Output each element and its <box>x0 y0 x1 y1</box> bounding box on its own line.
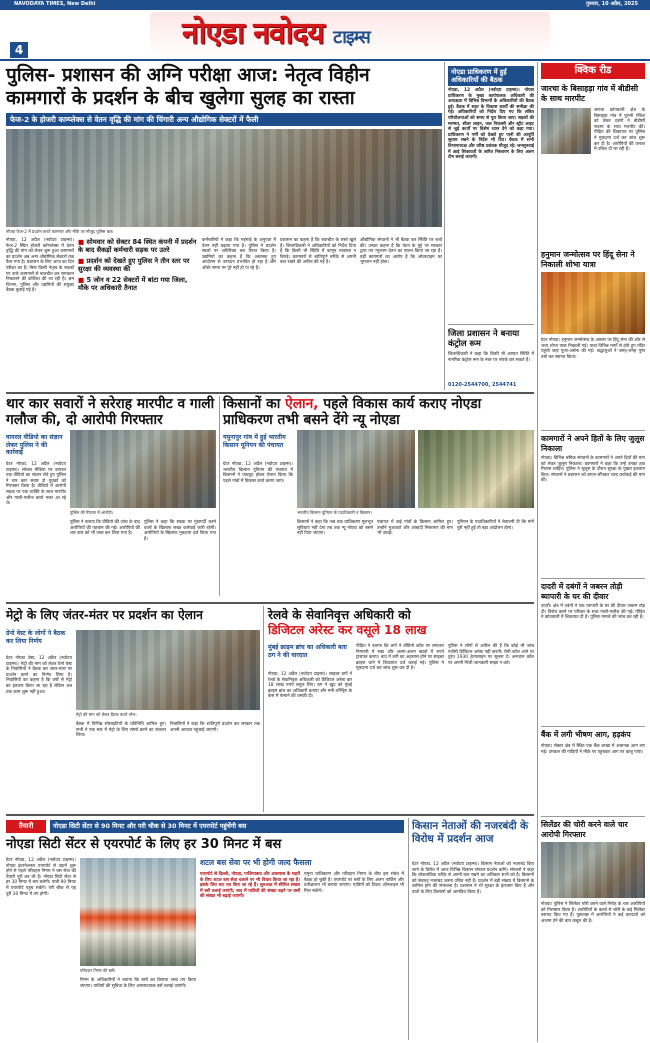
farmers-body-col1: ग्रेटर नोएडा, 12 अप्रैल (नवोदय टाइम्स)। भारतीय किसान यूनियन की पंचायत में किसानों ने एकजुट होकर ऐलान किया कि पहले गांवों में विकास कार्य कराए जाएं। <box>223 462 293 484</box>
column-rule-1 <box>444 62 445 390</box>
airport-body-col1: ग्रेटर नोएडा, 12 अप्रैल (नवोदय टाइम्स)। नोएडा इंटरनेशनल एयरपोर्ट से उड़ानें शुरू होने से पहले परिवहन निगम ने बस सेवा की तैयारी पूरी कर ली है। नोएडा सिटी सेंटर से हर 30 मिनट में बस चलेगी। यात्री 90 मिनट में एयरपोर्ट पहुंच सकेंगे। परी चौक से यह दूरी 30 मिनट में तय होगी। <box>6 858 76 897</box>
farmers-body-col2: किसानों ने कहा कि जब तक प्राधिकरण मूलभूत सुविधाएं नहीं देगा तब तक न्यू नोएडा को बसने नहीं दिया जाएगा। <box>297 520 373 537</box>
protest-headline: किसान नेताओं की नजरबंदी के विरोध में प्रदर्शन आज <box>412 820 529 845</box>
masthead-date: गुरुवार, 10 अप्रैल, 2025 <box>586 1 638 7</box>
control-room-rule <box>448 324 534 325</box>
masthead-top-strip <box>0 0 650 10</box>
metro-body-col1: ग्रेटर नोएडा वेस्ट, 12 अप्रैल (नवोदय टाइम्स)। मेट्रो की मांग को लेकर ग्रेनो वेस्ट के निवासियों ने बैठक कर जंतर-मंतर पर प्रदर्शन करने का निर्णय लिया है। निवासियों का कहना है कि वर्षों से मेट्रो का इंतजार किया जा रहा है लेकिन अब तक काम शुरू नहीं हुआ। <box>6 656 72 695</box>
railway-headline-line2: डिजिटल अरेस्ट कर वसूले 18 लाख <box>268 623 427 637</box>
quick-read-label: क्विक रीड <box>541 63 645 79</box>
quick-read-story1-headline: जारचा के बिसाहड़ा गांव में बीडीसी के साथ मारपीट <box>541 84 638 103</box>
metro-headline: मेट्रो के लिए जंतर-मंतर पर प्रदर्शन का ऐलान <box>6 608 203 622</box>
farmers-body-col3: पंचायत में कई गांवों के किसान शामिल हुए। उन्होंने मुआवजे और आबादी निस्तारण की मांग भी उठाई। <box>377 520 453 537</box>
quick-read-photo-3 <box>541 842 645 898</box>
column-rule-3 <box>219 396 220 596</box>
lead-photo-caption: नोएडा फेज-2 में प्रदर्शन करते कामगार और मौके पर मौजूद पुलिस बल। <box>6 229 114 234</box>
airport-body-col2: निगम के अधिकारियों ने बताया कि बसों का किराया जल्द तय किया जाएगा। यात्रियों की सुविधा के लिए आरामदायक बसें चलाई जाएंगी। <box>80 978 196 989</box>
metro-body-col2: बैठक में विभिन्न सोसाइटियों के प्रतिनिधि शामिल हुए। सभी ने एक स्वर में मेट्रो के लिए संघर्ष करने का संकल्प लिया। <box>76 722 166 739</box>
metro-bullet: ग्रेनो वेस्ट के लोगों ने बैठक कर लिया निर्णय <box>6 630 66 645</box>
masthead <box>0 0 650 60</box>
railway-body-col2: पीड़ित ने बताया कि ठगों ने वीडियो कॉल पर लगातार निगरानी में रखा और अलग-अलग खातों में रुपये ट्रांसफर कराए। बाद में ठगी का अहसास होने पर साइबर क्राइम थाने में शिकायत दर्ज कराई गई। पुलिस ने मुकदमा दर्ज कर जांच शुरू कर दी है। <box>356 644 444 672</box>
column-rule-5 <box>408 818 409 1040</box>
quick-read-rule-4 <box>541 816 645 817</box>
lead-subhead: फेज-2 के होजरी काम्प्लेक्स से वेतन वृद्धि की मांग की चिंगारी अन्य औद्योगिक सेक्टरों में फैली <box>6 113 442 126</box>
quick-read-story2-body: ग्रेटर नोएडा। हनुमान जन्मोत्सव के अवसर पर हिंदू सेना की ओर से भव्य शोभा यात्रा निकाली गई। यात्रा विभिन्न मार्गों से होते हुए मंदिर पहुंची जहां पूजा-अर्चना की गई। श्रद्धालुओं ने जगह-जगह पुष्प वर्षा कर स्वागत किया। <box>541 338 645 360</box>
lead-point-3: ■ 5 जोन व 22 सेक्टरों में बांटा गया जिला, मौके पर अधिकारी तैनात <box>78 276 198 292</box>
quick-read-story2-headline: हनुमान जन्मोत्सव पर हिंदू सेना ने निकाली शोभा यात्रा <box>541 250 635 269</box>
quick-read-rule-1 <box>541 430 645 431</box>
column-rule-4 <box>263 606 264 812</box>
railway-body-col1: नोएडा, 12 अप्रैल (नवोदय टाइम्स)। साइबर ठगों ने रेलवे के सेवानिवृत्त अधिकारी को डिजिटल अरेस्ट कर 18 लाख रुपये वसूल लिए। ठग ने खुद को मुंबई क्राइम ब्रांच का अधिकारी बताया और मनी लॉन्ड्रिंग के केस में फंसाने की धमकी दी। <box>268 672 352 700</box>
masthead-divider <box>0 59 650 61</box>
band4-rule <box>6 814 534 816</box>
farmers-headline <box>223 396 534 428</box>
airport-tag: तैयारी <box>6 820 46 833</box>
lead-body-col4: औद्योगिक संगठनों ने भी बैठक कर स्थिति पर चर्चा की। उनका कहना है कि वेतन के मुद्दे पर सरकार द्वारा तय न्यूनतम वेतन का पालन किया जा रहा है। वहीं कामगारों का आरोप है कि ओवरटाइम का भुगतान नहीं होता। <box>360 238 442 266</box>
thar-photo <box>70 430 216 508</box>
control-room-headline: जिला प्रशासन ने बनाया कंट्रोल रूम <box>448 328 520 348</box>
quick-read-story6-body: दादरी। क्षेत्र में दबंगों ने एक व्यापारी के घर की दीवार जबरन तोड़ दी। विरोध करने पर परिवार के साथ गाली-गलौज की गई। पीड़ित ने कोतवाली में शिकायत दी है। पुलिस मामले की जांच कर रही है। <box>541 604 645 621</box>
airport-photo <box>80 858 196 966</box>
lead-headline-line2: कामगारों के प्रदर्शन के बीच खुलेगा सुलह का रास्ता <box>6 86 355 109</box>
thar-headline: थार कार सवारों ने सरेराह मारपीट व गाली गलौज की, दो आरोपी गिरफ्तार <box>6 396 215 428</box>
lead-photo <box>6 129 442 227</box>
farmers-bullet: यमुनापुर गांव में हुई भारतीय किसान यूनियन की पंचायत <box>223 434 286 449</box>
quick-read-story5-body: नोएडा। विभिन्न श्रमिक संगठनों के कामगारों ने अपने हितों की मांग को लेकर जुलूस निकाला। कामगारों ने कहा कि उन्हें उनका हक मिलना चाहिए। पुलिस ने जुलूस के दौरान सुरक्षा के पुख्ता इंतजाम किए। संगठनों ने प्रशासन को ज्ञापन सौंपकर जल्द कार्रवाई की मांग की। <box>541 456 646 484</box>
metro-photo <box>76 630 260 710</box>
metro-caption: मेट्रो की मांग को लेकर बैठक करते लोग। <box>76 712 137 717</box>
farmers-photo-2 <box>418 430 534 508</box>
thar-caption: पुलिस की गिरफ्त में आरोपी। <box>70 510 114 515</box>
quick-read-story4-headline: सिलेंडर की चोरी करने वाले चार आरोपी गिरफ्तार <box>541 820 628 839</box>
masthead-title <box>182 12 370 56</box>
railway-body-col3: पुलिस ने लोगों से अपील की है कि कोई भी जांच एजेंसी डिजिटल अरेस्ट नहीं करती। ऐसी कॉल आने पर तुरंत 1930 हेल्पलाइन पर सूचना दें। अनजान कॉल पर अपनी निजी जानकारी साझा न करें। <box>448 644 534 666</box>
control-room-body: जिलाधिकारी ने कहा कि किसी भी आपात स्थिति में नागरिक कंट्रोल रूम के नंबर पर संपर्क कर सकते हैं। <box>448 352 534 363</box>
lead-headline-line1: पुलिस- प्रशासन की अग्नि परीक्षा आज: नेतृत्व विहीन <box>6 64 370 86</box>
lead-point-1: ■ सोमवार को सेक्टर 84 स्थित कंपनी में प्रदर्शन के बाद सैकड़ों कर्मचारी सड़क पर उतरे <box>78 238 198 254</box>
quick-read-rule-2 <box>541 578 645 579</box>
thar-body-col1: ग्रेटर नोएडा, 12 अप्रैल (नवोदय टाइम्स)। सोशल मीडिया पर वायरल एक वीडियो का संज्ञान लेते हुए पुलिस ने थार कार सवार दो युवकों को गिरफ्तार किया है। वीडियो में आरोपी सड़क पर एक व्यक्ति के साथ मारपीट और गाली-गलौज करते नजर आ रहे थे। <box>6 462 66 507</box>
lead-body-col2: कर्मचारियों ने कहा कि महंगाई के अनुपात में वेतन नहीं बढ़ाया गया है। पुलिस ने प्रदर्शन स्थलों पर अतिरिक्त बल तैनात किया है। उद्यमियों का कहना है कि अचानक हुए आंदोलन से उत्पादन प्रभावित हो रहा है और ऑर्डर समय पर पूरे नहीं हो पा रहे हैं। <box>202 238 276 271</box>
thar-body-col2: पुलिस ने बताया कि वीडियो की जांच के बाद आरोपियों की पहचान की गई। आरोपियों की थार कार को भी जब्त कर लिया गया है। <box>70 520 140 537</box>
quick-read-rule-3 <box>541 726 645 727</box>
lead-point-2: ■ प्रदर्शन को देखते हुए पुलिस ने तीन स्तर पर सुरक्षा की व्यवस्था की <box>78 257 198 273</box>
masthead-title-hindi: नोएडा नवोदय <box>182 16 324 51</box>
thar-bullet: वायरल वीडियो का संज्ञान लेकर पुलिस ने की कार्रवाई <box>6 434 63 456</box>
farmers-headline-highlight: ऐलान, <box>285 396 319 412</box>
airport-caption: परिवहन निगम की बसें। <box>80 968 116 973</box>
railway-bullet: मुंबई क्राइम ब्रांच का अधिकारी बता ठग ने की वारदात <box>268 644 347 659</box>
quick-read-story1-body: जारचा कोतवाली क्षेत्र के बिसाहड़ा गांव में पुरानी रंजिश को लेकर दबंगों ने बीडीसी सदस्य के साथ मारपीट की। पीड़ित की शिकायत पर पुलिस ने मुकदमा दर्ज कर जांच शुरू कर दी है। आरोपियों की तलाश में दबिश दी जा रही है। <box>594 108 645 153</box>
lead-body-col1: नोएडा, 12 अप्रैल (नवोदय टाइम्स)। फेज-2 स्थित होजरी कॉम्प्लेक्स में वेतन वृद्धि की मांग को लेकर शुरू हुआ कामगारों का प्रदर्शन अब अन्य औद्योगिक सेक्टरों तक फैल गया है। प्रशासन के लिए आज का दिन परीक्षा का है। बिना किसी नेतृत्व के सड़कों पर उतरे कामगारों से बातचीत कर समाधान निकालने की कोशिश की जा रही है। श्रम विभाग, पुलिस और उद्यमियों की संयुक्त बैठक बुलाई गई है। <box>6 238 74 294</box>
lead-points <box>78 238 198 292</box>
thar-body-col3: पुलिस ने कहा कि सड़क पर गुंडागर्दी करने वालों के खिलाफ सख्त कार्रवाई जारी रहेगी। आरोपियों के खिलाफ मुकदमा दर्ज किया गया है। <box>144 520 216 542</box>
quick-read-story3-body: नोएडा। सेक्टर क्षेत्र में स्थित एक बैंक शाखा में अचानक आग लग गई। दमकल की गाड़ियों ने मौके पर पहुंचकर आग पर काबू पाया। <box>541 744 645 755</box>
band3-rule <box>6 602 534 604</box>
masthead-left-label: NAVODAYA TIMES, New Delhi <box>14 1 96 7</box>
airport-body-col3: एयरपोर्ट से दिल्ली, नोएडा, गाजियाबाद और आसपास के शहरों के लिए शटल बस सेवा चलाने पर भी विचार किया जा रहा है। इसके लिए रूट तय किए जा रहे हैं। शुरुआत में सीमित संख्या में बसें चलाई जाएंगी, बाद में यात्रियों की संख्या बढ़ने पर बसों की संख्या भी बढ़ाई जाएगी। <box>200 872 300 900</box>
metro-body-col3: निवासियों ने कहा कि शांतिपूर्ण प्रदर्शन कर सरकार तक अपनी आवाज पहुंचाई जाएगी। <box>170 722 260 733</box>
sidebar-news-heading: नोएडा प्राधिकरण में हुई अधिकारियों की बैठक <box>448 66 534 86</box>
railway-headline-line1: रेलवे के सेवानिवृत्त अधिकारी को <box>268 608 411 622</box>
farmers-headline-rest: पहले विकास कार्य कराए नोएडा प्राधिकरण तभी बसने देंगे न्यू नोएडा <box>223 396 482 428</box>
lead-headline <box>6 66 442 109</box>
quick-read-photo-1 <box>541 108 591 154</box>
band2-rule <box>6 392 534 394</box>
airport-subhead: शटल बस सेवा पर भी होगी जल्द फैसला <box>200 858 312 867</box>
farmers-headline-prefix: किसानों का <box>223 396 286 412</box>
masthead-title-suffix: टाइम्स <box>333 27 370 48</box>
airport-top-banner: नोएडा सिटी सेंटर से 90 मिनट और परी चौक से 30 मिनट में एयरपोर्ट पहुंचेंगी बस <box>50 820 404 833</box>
farmers-photo-1 <box>297 430 415 508</box>
protest-body: ग्रेटर नोएडा, 12 अप्रैल (नवोदय टाइम्स)। किसान नेताओं को नजरबंद किए जाने के विरोध में आज विभिन्न किसान संगठन प्रदर्शन करेंगे। संगठनों ने कहा कि लोकतांत्रिक तरीके से अपनी बात रखने का अधिकार सभी को है। किसानों को बेवजह नजरबंद करना उचित नहीं है। प्रदर्शन में बड़ी संख्या में किसानों के शामिल होने की संभावना है। प्रशासन ने भी सुरक्षा के इंतजाम किए हैं और वार्ता के लिए किसानों को आमंत्रित किया है। <box>412 862 534 895</box>
farmers-body-col4: यूनियन के पदाधिकारियों ने चेतावनी दी कि मांगें पूरी नहीं हुई तो बड़ा आंदोलन होगा। <box>457 520 534 531</box>
farmers-caption: भारतीय किसान यूनियन के पदाधिकारी व किसान। <box>297 510 372 515</box>
sidebar-news-body: नोएडा, 12 अप्रैल (नवोदय टाइम्स)। नोएडा प्राधिकरण के मुख्य कार्यपालक अधिकारी की अध्यक्षता में विभिन्न विभागों के अधिकारियों की बैठक हुई। बैठक में शहर के विकास कार्यों की समीक्षा की गई। अधिकारियों को निर्देश दिए गए कि लंबित परियोजनाओं को समय से पूरा किया जाए। सड़कों की मरम्मत, सीवर लाइन, जल निकासी और स्ट्रीट लाइट से जुड़े कार्यों पर विशेष ध्यान देने को कहा गया। प्राधिकरण ने गर्मी को देखते हुए पानी की आपूर्ति सुचारु रखने के निर्देश भी दिए। बैठक में सभी विभागाध्यक्ष और वरिष्ठ प्रबंधक मौजूद रहे। जनसुनवाई में आई शिकायतों के त्वरित निस्तारण के लिए अलग टीम बनाई जाएगी। <box>448 88 534 161</box>
quick-read-story3-headline: बैंक में लगी भीषण आग, हड़कंप <box>541 730 631 739</box>
railway-headline <box>268 608 534 638</box>
airport-body-col4: यमुना प्राधिकरण और परिवहन निगम के बीच इस संबंध में बैठक हो चुकी है। एयरपोर्ट पर बसों के लिए अलग पार्किंग और प्रतीक्षालय भी बनाया जाएगा। यात्रियों को टिकट ऑनलाइन भी मिल सकेंगे। <box>304 872 404 894</box>
quick-read-story5-headline: कामगारों ने अपने हितों के लिए जुलूस निकाला <box>541 434 645 453</box>
quick-read-photo-2 <box>541 272 645 334</box>
quick-read-story6-headline: दादरी में दबंगों ने जबरन तोड़ी ब्यापारी के घर की दीवार <box>541 582 623 601</box>
control-room-numbers: 0120-2544700, 2544741 <box>448 382 517 388</box>
airport-headline: नोएडा सिटी सेंटर से एयरपोर्ट के लिए हर 30 मिनट में बस <box>6 837 282 852</box>
quick-read-story4-body: नोएडा। पुलिस ने सिलेंडर चोरी करने वाले गिरोह के चार आरोपियों को गिरफ्तार किया है। आरोपियों के कब्जे से चोरी के कई सिलेंडर बरामद किए गए हैं। पूछताछ में आरोपियों ने कई वारदातों को अंजाम देने की बात कबूल की है। <box>541 902 645 924</box>
lead-body-col3: प्रशासन का कहना है कि बातचीत के रास्ते खुले हैं। जिलाधिकारी ने अधिकारियों को निर्देश दिया है कि किसी भी स्थिति में कानून व्यवस्था न बिगड़े। कामगारों से शांतिपूर्ण तरीके से अपनी बात रखने की अपील की गई है। <box>280 238 356 266</box>
column-rule-2 <box>537 62 538 1042</box>
page-number: 4 <box>10 42 28 58</box>
